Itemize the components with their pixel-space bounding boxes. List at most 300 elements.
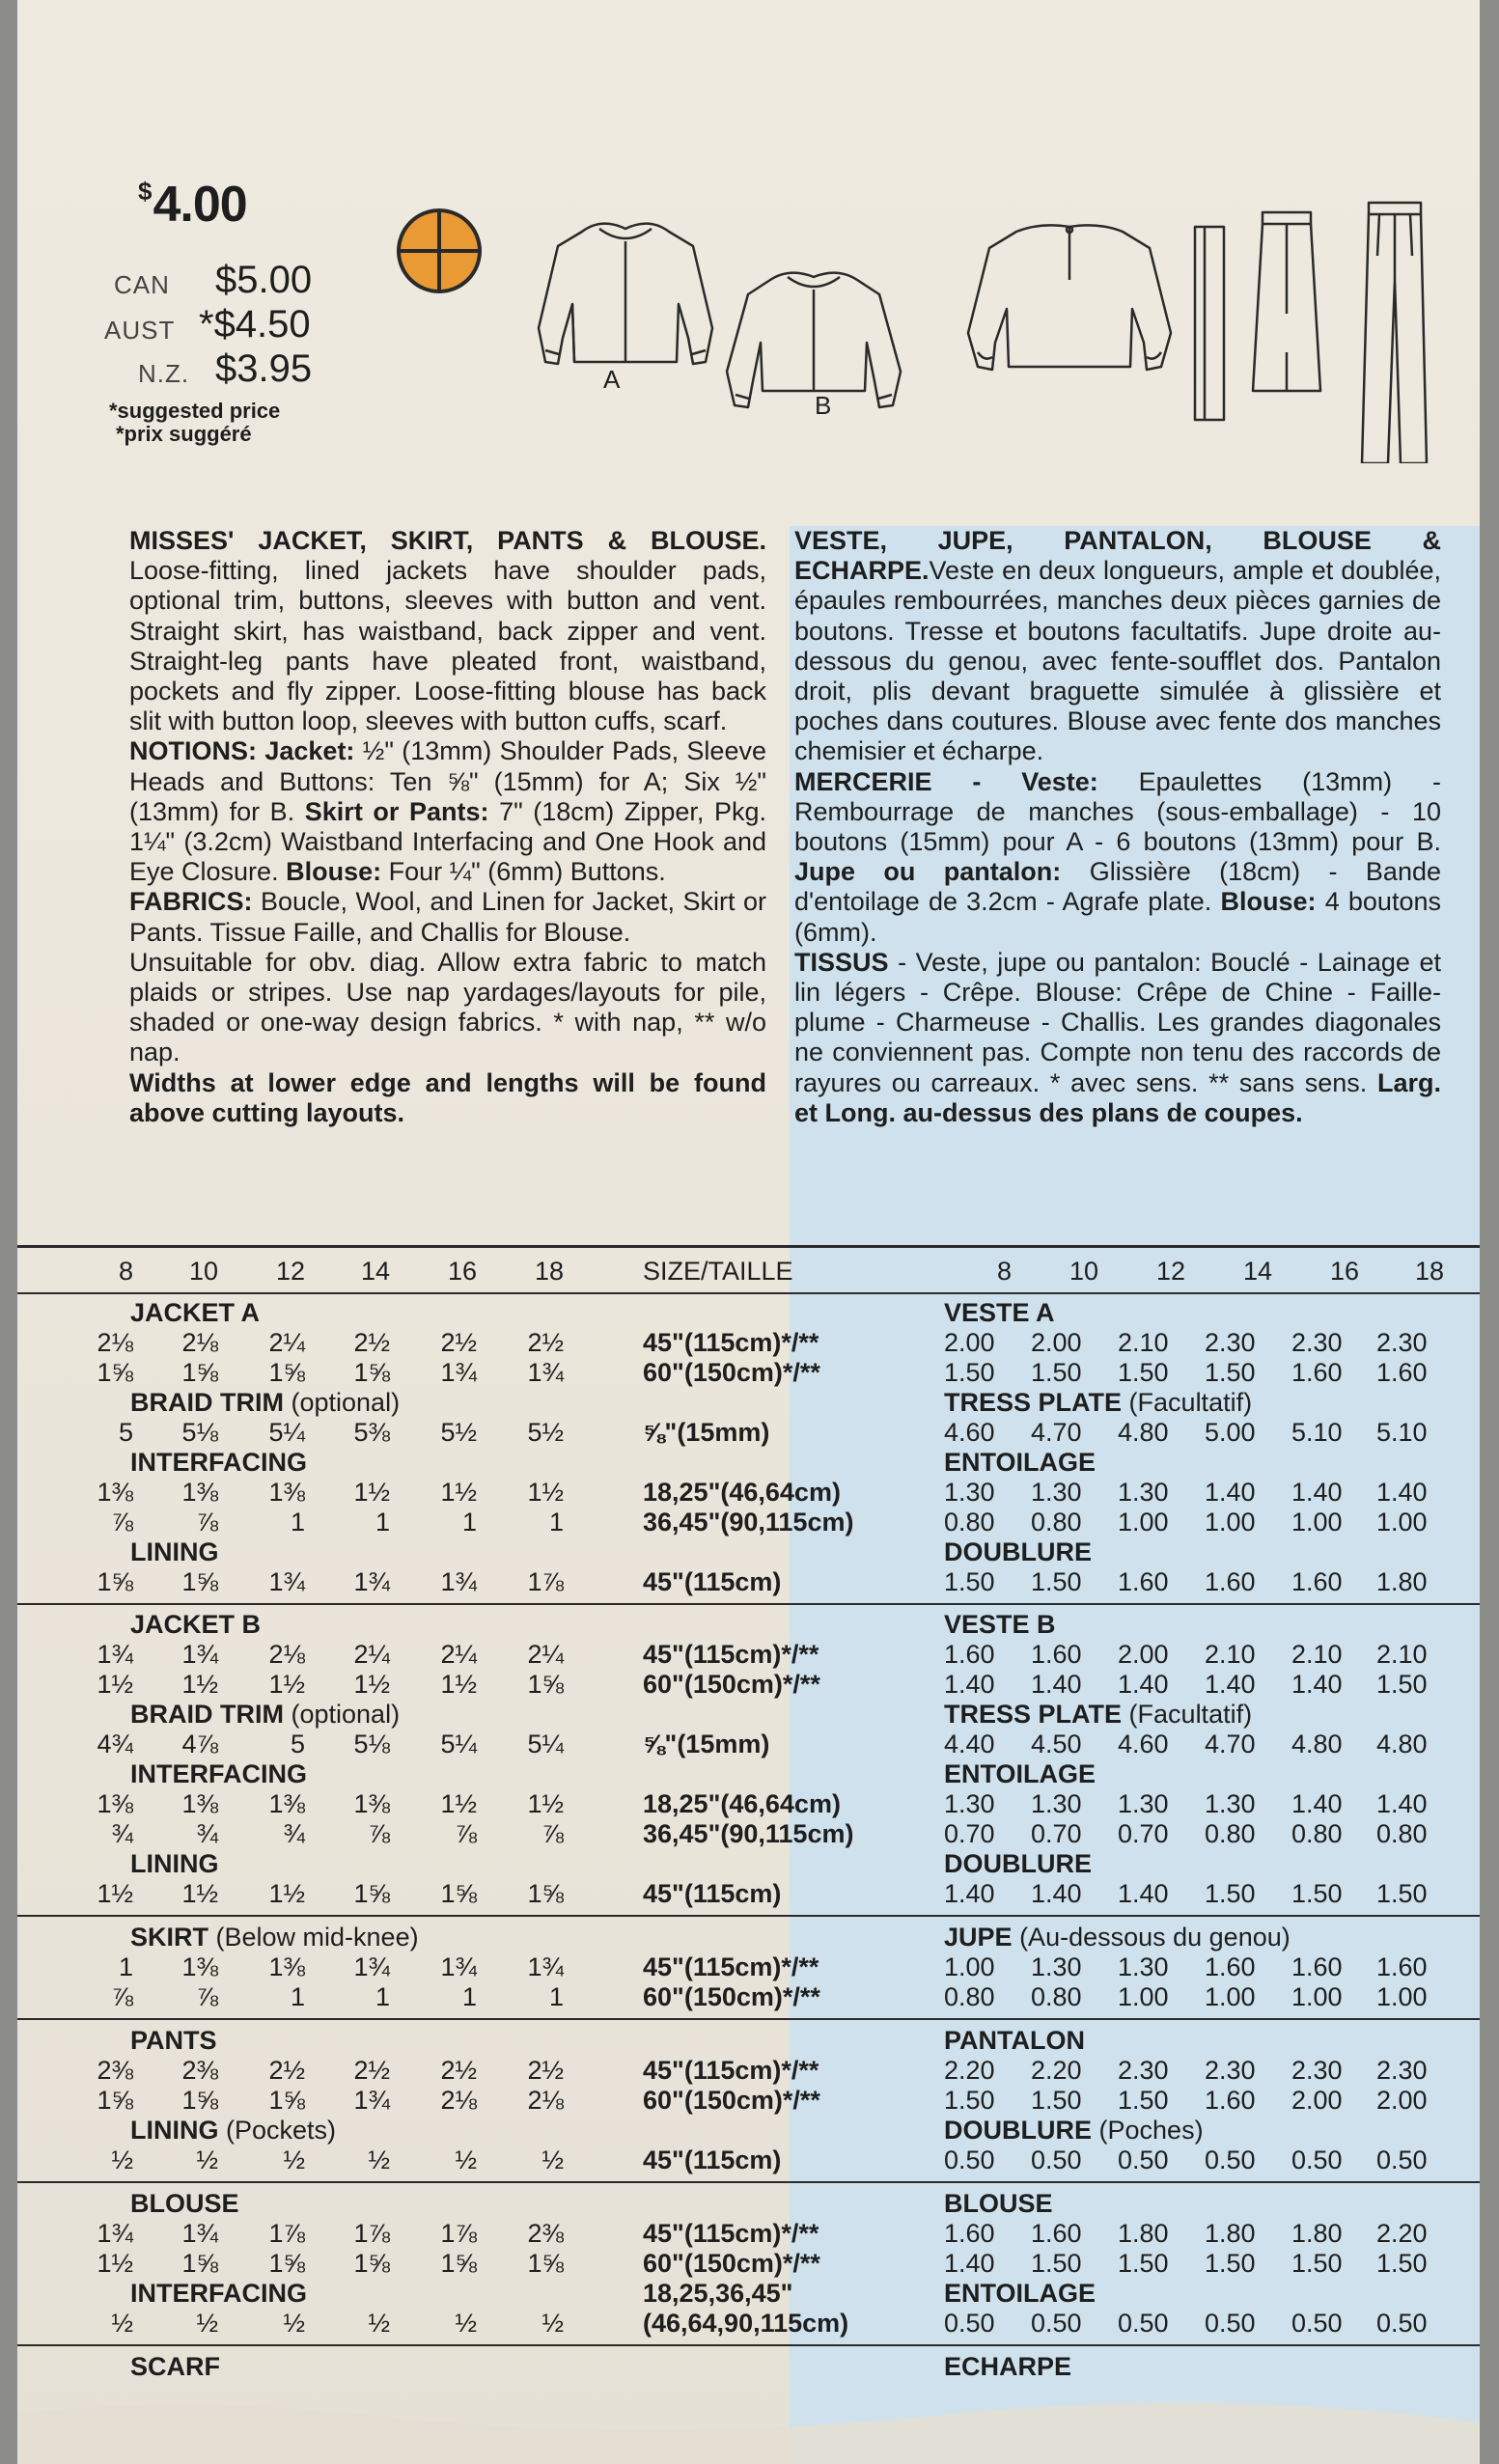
- fabric-width: 36,45"(90,115cm): [643, 1508, 854, 1537]
- blouse-rule: [17, 2181, 1480, 2183]
- section-label-en: [130, 2279, 307, 2309]
- section-label-fr: [944, 1448, 1096, 1478]
- yardage-cell: ¾: [196, 1819, 218, 1848]
- can-price: $5.00: [215, 259, 313, 301]
- section-qualifier-fr: (Facultatif): [1128, 1700, 1253, 1729]
- section-qualifier-fr: (Au-dessous du genou): [1019, 1923, 1291, 1952]
- yardage-cell: 1¾: [268, 1567, 305, 1596]
- skirt-drawing: [1253, 212, 1320, 391]
- meter-cell: 1.40: [1205, 1478, 1256, 1507]
- skirt-rule: [17, 1915, 1480, 1917]
- jacket-a-drawing: [539, 224, 712, 364]
- section-qualifier-en: (optional): [291, 1388, 401, 1417]
- yardage-cell: 1⅝: [268, 2086, 305, 2115]
- yardage-cell: 1½: [268, 1670, 305, 1699]
- pants-drawing: [1362, 203, 1427, 463]
- french-description: [794, 526, 1441, 1128]
- yardage-cell: ½: [455, 2146, 477, 2174]
- fabric-width: ⅝"(15mm): [643, 1730, 770, 1758]
- yardage-cell: 2¼: [268, 1328, 305, 1357]
- yardage-cell: 5⅛: [181, 1418, 218, 1447]
- meter-cell: 2.10: [1205, 1640, 1256, 1669]
- yardage-cell: 1⅝: [440, 1879, 477, 1908]
- yardage-cell: 1⅞: [268, 2219, 305, 2248]
- meter-cell: 2.30: [1376, 2056, 1428, 2085]
- yardage-cell: 5¼: [527, 1730, 564, 1758]
- section-qualifier-en: (optional): [291, 1700, 401, 1729]
- view-b-label: B: [815, 391, 832, 420]
- table-section-row: [17, 2189, 1480, 2219]
- meter-cell: 0.70: [1118, 1819, 1169, 1848]
- yardage-cell: 1¾: [527, 1358, 564, 1387]
- section-label-fr: [944, 2352, 1071, 2382]
- meter-cell: 0.50: [1291, 2309, 1343, 2338]
- section-label-en: [130, 2116, 336, 2146]
- meter-cell: 5.00: [1205, 1418, 1256, 1447]
- meter-cell: 2.00: [1376, 2086, 1428, 2115]
- meter-cell: 1.30: [1031, 1478, 1082, 1507]
- meter-cell: 0.50: [1291, 2146, 1343, 2174]
- size-header-fr-16: 16: [1329, 1257, 1359, 1286]
- section-name-fr: JUPE: [944, 1923, 1013, 1952]
- meter-cell: 0.50: [1118, 2146, 1169, 2174]
- yardage-cell: 1⅝: [268, 1358, 305, 1387]
- meter-cell: 1.60: [944, 1640, 995, 1669]
- yardage-cell: 2½: [353, 1328, 390, 1357]
- fabric-width: 45"(115cm): [643, 1879, 782, 1908]
- yardage-cell: 2⅜: [181, 2056, 218, 2085]
- yardage-cell: 1⅜: [97, 1478, 133, 1507]
- meter-cell: 1.50: [944, 1358, 995, 1387]
- unsuitable-text: Unsuitable for obv. diag. Allow extra fabric to match plaids or stripes. Use nap yardages/layouts for pile, shaded or one-way design fabrics. * with nap, ** w/o nap.: [129, 947, 766, 1067]
- meter-cell: 1.40: [1376, 1789, 1428, 1818]
- mercerie-jupe-label: Jupe ou pantalon:: [794, 857, 1062, 887]
- meter-cell: 1.30: [1118, 1952, 1169, 1981]
- fabric-width: 60"(150cm)*/**: [643, 1358, 820, 1387]
- yardage-cell: 2⅛: [527, 2086, 564, 2115]
- yardage-cell: ½: [455, 2309, 477, 2338]
- notions-label: NOTIONS:: [129, 736, 257, 766]
- yardage-cell: ⅞: [455, 1819, 477, 1848]
- meter-cell: 1.50: [1031, 1567, 1082, 1596]
- yardage-cell: 1: [461, 1508, 477, 1537]
- section-name-fr: VESTE A: [944, 1298, 1055, 1327]
- yardage-cell: 2⅛: [440, 2086, 477, 2115]
- mercerie-blouse: 4 boutons (6mm).: [794, 887, 1441, 947]
- yardage-cell: 1⅞: [527, 1567, 564, 1596]
- yardage-cell: ¾: [111, 1819, 133, 1848]
- yardage-cell: 1: [290, 1982, 305, 2011]
- mercerie-veste-label: - Veste:: [972, 766, 1098, 796]
- yardage-cell: 1⅝: [181, 2086, 218, 2115]
- meter-cell: 1.40: [1291, 1478, 1343, 1507]
- meter-cell: 1.60: [1376, 1358, 1428, 1387]
- table-data-row: [17, 2056, 1480, 2086]
- yardage-cell: ½: [368, 2309, 390, 2338]
- meter-cell: 2.30: [1291, 1328, 1343, 1357]
- meter-cell: 1.00: [1118, 1982, 1169, 2011]
- table-data-row: [17, 1640, 1480, 1670]
- mercerie-label: MERCERIE: [794, 766, 932, 796]
- meter-cell: 2.30: [1118, 2056, 1169, 2085]
- yardage-cell: 4¾: [97, 1730, 133, 1758]
- section-name-en: BRAID TRIM: [130, 1388, 284, 1417]
- scarf-drawing: [1195, 227, 1224, 420]
- meter-cell: 2.00: [1031, 1328, 1082, 1357]
- section-label-fr: [944, 1849, 1092, 1879]
- meter-cell: 1.40: [944, 1879, 995, 1908]
- meter-cell: 2.10: [1376, 1640, 1428, 1669]
- nz-label: N.Z.: [138, 359, 190, 388]
- section-name-fr: ENTOILAGE: [944, 1448, 1096, 1477]
- yardage-cell: 1½: [527, 1789, 564, 1818]
- size-header-en-10: 10: [188, 1257, 218, 1286]
- meter-cell: 4.60: [1118, 1730, 1169, 1758]
- yardage-cell: 1¾: [181, 2219, 218, 2248]
- prix-suggere-note: *prix suggéré: [116, 422, 252, 446]
- section-name-fr: ENTOILAGE: [944, 2279, 1096, 2308]
- fabric-width: 45"(115cm): [643, 2146, 782, 2174]
- meter-cell: 4.70: [1031, 1418, 1082, 1447]
- size-header-en-14: 14: [360, 1257, 390, 1286]
- section-name-en: JACKET B: [130, 1610, 262, 1639]
- yardage-cell: 5: [118, 1418, 133, 1447]
- section-name-en: LINING: [130, 2116, 219, 2145]
- aust-price: *$4.50: [199, 303, 311, 346]
- section-qualifier-fr: (Poches): [1098, 2116, 1204, 2145]
- yardage-cell: ½: [111, 2309, 133, 2338]
- table-data-row: [17, 1508, 1480, 1537]
- yardage-cell: 1: [375, 1982, 390, 2011]
- section-label-fr: [944, 2026, 1085, 2056]
- section-name-en: LINING: [130, 1849, 219, 1878]
- meter-cell: 1.40: [1291, 1789, 1343, 1818]
- table-data-row: [17, 2146, 1480, 2175]
- meter-cell: 1.50: [1205, 2249, 1256, 2278]
- english-title: MISSES' JACKET, SKIRT, PANTS & BLOUSE.: [129, 526, 766, 555]
- yardage-cell: ⅞: [368, 1819, 390, 1848]
- yardage-cell: 1: [290, 1508, 305, 1537]
- meter-cell: 1.60: [1205, 1952, 1256, 1981]
- meter-cell: 1.40: [1031, 1670, 1082, 1699]
- table-data-row: [17, 1789, 1480, 1819]
- meter-cell: 1.80: [1291, 2219, 1343, 2248]
- size-header-en-18: 18: [534, 1257, 564, 1286]
- meter-cell: 0.80: [1031, 1508, 1082, 1537]
- size-header-en-12: 12: [275, 1257, 305, 1286]
- section-name-en: PANTS: [130, 2026, 217, 2055]
- french-title: VESTE, JUPE, PANTALON, BLOUSE & ECHARPE.: [794, 526, 1441, 586]
- meter-cell: 1.60: [1376, 1952, 1428, 1981]
- section-name-en: INTERFACING: [130, 1759, 308, 1788]
- worn-edge: [17, 2384, 1480, 2464]
- meter-cell: 1.50: [1031, 1358, 1082, 1387]
- fabric-width: 45"(115cm): [643, 1567, 782, 1596]
- yardage-cell: ⅞: [196, 1982, 218, 2011]
- meter-cell: 1.50: [1291, 2249, 1343, 2278]
- meter-cell: 1.30: [1205, 1789, 1256, 1818]
- meter-cell: 1.80: [1205, 2219, 1256, 2248]
- yardage-cell: ⅞: [196, 1508, 218, 1537]
- header-rule: [17, 1292, 1480, 1294]
- section-label-fr: [944, 1537, 1092, 1567]
- yardage-cell: ⅞: [111, 1508, 133, 1537]
- meter-cell: 1.40: [1031, 1879, 1082, 1908]
- yardage-cell: ⅞: [541, 1819, 564, 1848]
- larg-label: Larg. et Long.: [794, 1067, 1441, 1127]
- yardage-cell: 1½: [97, 1670, 133, 1699]
- meter-cell: 1.50: [1205, 1879, 1256, 1908]
- meter-cell: 5.10: [1291, 1418, 1343, 1447]
- meter-cell: 1.00: [1205, 1982, 1256, 2011]
- yardage-cell: 2¼: [527, 1640, 564, 1669]
- meter-cell: 4.70: [1205, 1730, 1256, 1758]
- dollar-sign: $: [138, 177, 152, 206]
- meter-cell: 1.40: [944, 1670, 995, 1699]
- yardage-cell: 1: [118, 1952, 133, 1981]
- meter-cell: 1.60: [1291, 1358, 1343, 1387]
- fabric-width: 45"(115cm)*/**: [643, 1328, 819, 1357]
- section-qualifier-en: (Below mid-knee): [215, 1923, 419, 1952]
- meter-cell: 1.00: [1205, 1508, 1256, 1537]
- yardage-cell: 1½: [440, 1789, 477, 1818]
- yardage-cell: ¾: [283, 1819, 305, 1848]
- section-name-fr: DOUBLURE: [944, 1849, 1092, 1878]
- yardage-cell: 1¾: [440, 1358, 477, 1387]
- meter-cell: 1.50: [1118, 2086, 1169, 2115]
- meter-cell: 1.50: [1376, 1670, 1428, 1699]
- section-name-en: SKIRT: [130, 1923, 208, 1952]
- easy-pattern-icon: [396, 208, 483, 294]
- size-header-en-16: 16: [447, 1257, 477, 1286]
- fabric-width: 60"(150cm)*/**: [643, 1670, 820, 1699]
- table-section-row: [17, 2352, 1480, 2382]
- yardage-cell: 5½: [440, 1418, 477, 1447]
- section-qualifier-fr: (Facultatif): [1128, 1388, 1253, 1417]
- meter-cell: 1.30: [1031, 1952, 1082, 1981]
- meter-cell: 1.00: [1376, 1982, 1428, 2011]
- yardage-cell: 1¾: [440, 1567, 477, 1596]
- meter-cell: 2.20: [1031, 2056, 1082, 2085]
- notions-blouse-label: Blouse:: [286, 857, 382, 887]
- yardage-cell: 1½: [353, 1478, 390, 1507]
- yardage-cell: 1⅝: [97, 1567, 133, 1596]
- yardage-cell: ½: [541, 2146, 564, 2174]
- meter-cell: 0.50: [1205, 2146, 1256, 2174]
- yardage-cell: 2⅜: [527, 2219, 564, 2248]
- technical-drawings: [495, 198, 1470, 463]
- fabric-width: (46,64,90,115cm): [643, 2309, 849, 2338]
- yardage-cell: 2½: [268, 2056, 305, 2085]
- meter-cell: 1.60: [944, 2219, 995, 2248]
- meter-cell: 1.30: [944, 1478, 995, 1507]
- section-label-en: [130, 1700, 400, 1730]
- table-section-row: [17, 1759, 1480, 1789]
- yardage-cell: 1⅜: [97, 1789, 133, 1818]
- meter-cell: 1.00: [1376, 1508, 1428, 1537]
- section-label-en: [130, 1759, 307, 1789]
- meter-cell: 1.60: [1205, 2086, 1256, 2115]
- notions-jacket: ½" (13mm) Shoulder Pads, Sleeve Heads and Buttons: Ten ⅝" (15mm) for A; Six ½" (13mm) for B.: [129, 736, 766, 826]
- yardage-cell: 1⅝: [97, 1358, 133, 1387]
- section-name-en: LINING: [130, 1537, 219, 1566]
- table-data-row: [17, 1567, 1480, 1597]
- mercerie-veste: Epaulettes (13mm) - Rembourrage de manches (sous-emballage) - 10 boutons (15mm) pour A - 6 boutons (13mm) pour B.: [794, 766, 1441, 857]
- yardage-cell: 1½: [268, 1879, 305, 1908]
- yardage-cell: 2½: [440, 2056, 477, 2085]
- meter-cell: 2.30: [1205, 2056, 1256, 2085]
- yardage-cell: ½: [196, 2309, 218, 2338]
- meter-cell: 1.50: [1376, 2249, 1428, 2278]
- yardage-cell: 1⅝: [353, 1879, 390, 1908]
- scarf-rule: [17, 2344, 1480, 2346]
- yardage-cell: 1: [461, 1982, 477, 2011]
- widths-note: Widths at lower edge and lengths will be found above cutting layouts.: [129, 1067, 766, 1127]
- meter-cell: 4.60: [944, 1418, 995, 1447]
- pants-rule: [17, 2018, 1480, 2020]
- yardage-cell: 5¼: [268, 1418, 305, 1447]
- yardage-cell: 1⅜: [181, 1952, 218, 1981]
- section-label-fr: [944, 2116, 1204, 2146]
- section-name-en: JACKET A: [130, 1298, 261, 1327]
- yardage-cell: ⅞: [111, 1982, 133, 2011]
- meter-cell: 0.50: [1205, 2309, 1256, 2338]
- section-label-en: [130, 1448, 307, 1478]
- section-name-fr: ENTOILAGE: [944, 1759, 1096, 1788]
- table-section-row: [17, 2279, 1480, 2309]
- table-data-row: [17, 2249, 1480, 2279]
- english-body: Loose-fitting, lined jackets have shoulder pads, optional trim, buttons, sleeves with button and vent. Straight skirt, has waistband, back zipper and vent. Straight-leg pants have pleated front, waistband, pockets and fly zipper. Loose-fitting blouse has back slit with button loop, sleeves with button cuffs, scarf.: [129, 556, 766, 736]
- yardage-cell: 2⅛: [268, 1640, 305, 1669]
- section-name-en: INTERFACING: [130, 2279, 308, 2308]
- yardage-cell: 1⅝: [353, 2249, 390, 2278]
- meter-cell: 1.40: [1376, 1478, 1428, 1507]
- mercerie-blouse-label: Blouse:: [1220, 887, 1317, 917]
- yardage-cell: 5½: [527, 1418, 564, 1447]
- yardage-cell: 4⅞: [181, 1730, 218, 1758]
- meter-cell: 1.30: [1118, 1789, 1169, 1818]
- yardage-cell: 2½: [527, 2056, 564, 2085]
- fabrics-text: Boucle, Wool, and Linen for Jacket, Skirt or Pants. Tissue Faille, and Challis for Blouse.: [129, 887, 766, 947]
- table-data-row: [17, 1418, 1480, 1448]
- meter-cell: 2.20: [1376, 2219, 1428, 2248]
- meter-cell: 1.40: [1291, 1670, 1343, 1699]
- section-name-en: BRAID TRIM: [130, 1700, 284, 1729]
- meter-cell: 1.60: [1205, 1567, 1256, 1596]
- meter-cell: 0.80: [944, 1982, 995, 2011]
- yardage-cell: 1⅝: [181, 2249, 218, 2278]
- yardage-cell: 1½: [440, 1478, 477, 1507]
- meter-cell: 2.30: [1205, 1328, 1256, 1357]
- section-name-fr: TRESS PLATE: [944, 1700, 1123, 1729]
- yardage-cell: 5⅛: [353, 1730, 390, 1758]
- section-name-fr: DOUBLURE: [944, 1537, 1092, 1566]
- tissus-label: TISSUS: [794, 947, 889, 977]
- yardage-cell: 1¾: [440, 1952, 477, 1981]
- yardage-cell: 2⅛: [97, 1328, 133, 1357]
- table-section-row: [17, 2026, 1480, 2056]
- section-name-fr: PANTALON: [944, 2026, 1085, 2055]
- meter-cell: 0.50: [1031, 2309, 1082, 2338]
- yardage-cell: 2½: [440, 1328, 477, 1357]
- size-header-row: [17, 1257, 1480, 1287]
- meter-cell: 1.80: [1118, 2219, 1169, 2248]
- yardage-cell: 2½: [353, 2056, 390, 2085]
- meter-cell: 0.70: [944, 1819, 995, 1848]
- yardage-cell: 1¾: [97, 1640, 133, 1669]
- meter-cell: 0.50: [944, 2146, 995, 2174]
- table-section-row: [17, 1537, 1480, 1567]
- meter-cell: 1.30: [1031, 1789, 1082, 1818]
- yardage-cell: 1⅜: [268, 1952, 305, 1981]
- meter-cell: 1.50: [1205, 1358, 1256, 1387]
- meter-cell: 2.00: [944, 1328, 995, 1357]
- yardage-cell: 1⅞: [353, 2219, 390, 2248]
- size-header-en-8: 8: [118, 1257, 133, 1286]
- table-section-row: [17, 1298, 1480, 1328]
- table-data-row: [17, 2086, 1480, 2116]
- fabric-width: ⅝"(15mm): [643, 1418, 770, 1447]
- table-data-row: [17, 1879, 1480, 1909]
- section-name-fr: TRESS PLATE: [944, 1388, 1123, 1417]
- meter-cell: 0.80: [1376, 1819, 1428, 1848]
- yardage-cell: ½: [111, 2146, 133, 2174]
- size-header-fr-12: 12: [1155, 1257, 1185, 1286]
- meter-cell: 2.10: [1291, 1640, 1343, 1669]
- pattern-envelope-back: [17, 0, 1480, 2464]
- meter-cell: 1.40: [1118, 1670, 1169, 1699]
- yardage-cell: 1⅜: [268, 1478, 305, 1507]
- table-data-row: [17, 1730, 1480, 1759]
- section-name-fr: DOUBLURE: [944, 2116, 1092, 2145]
- meter-cell: 4.40: [944, 1730, 995, 1758]
- meter-cell: 4.80: [1118, 1418, 1169, 1447]
- meter-cell: 0.80: [1031, 1982, 1082, 2011]
- section-label-en: [130, 2352, 220, 2382]
- table-section-row: [17, 1388, 1480, 1418]
- table-section-row: [17, 1700, 1480, 1730]
- size-header-fr-18: 18: [1414, 1257, 1444, 1286]
- meter-cell: 4.80: [1291, 1730, 1343, 1758]
- yardage-cell: 1⅜: [268, 1789, 305, 1818]
- fabric-width: 18,25"(46,64cm): [643, 1478, 841, 1507]
- yardage-cell: 1½: [527, 1478, 564, 1507]
- table-data-row: [17, 1982, 1480, 2012]
- section-name-fr: ECHARPE: [944, 2352, 1072, 2381]
- yardage-cell: 1⅝: [440, 2249, 477, 2278]
- yardage-cell: 1⅝: [527, 1670, 564, 1699]
- meter-cell: 1.60: [1031, 1640, 1082, 1669]
- meter-cell: 1.30: [1118, 1478, 1169, 1507]
- yardage-cell: 2⅛: [181, 1328, 218, 1357]
- french-body: Veste en deux longueurs, ample et doublée, épaules rembourrées, manches deux pièces garnies de boutons. Tresse et boutons facultatifs. Jupe droite au-dessous du genou, avec fente-soufflet dos. Pantalon droit, plis devant braguette simulée à glissière et poches dans coutures. Blouse avec fente dos manches chemisier et écharpe.: [794, 556, 1441, 766]
- section-label-en: [130, 1537, 219, 1567]
- blouse-drawing: [968, 225, 1171, 370]
- yardage-cell: 1⅝: [527, 2249, 564, 2278]
- yardage-cell: 5: [290, 1730, 305, 1758]
- section-name-fr: BLOUSE: [944, 2189, 1053, 2218]
- yardage-cell: ½: [283, 2309, 305, 2338]
- table-data-row: [17, 1328, 1480, 1358]
- section-label-en: [130, 1298, 260, 1328]
- section-label-fr: [944, 1610, 1056, 1640]
- english-description: [129, 526, 766, 1128]
- yardage-cell: 1: [548, 1982, 564, 2011]
- yardage-cell: 1⅜: [181, 1789, 218, 1818]
- meter-cell: 1.00: [1118, 1508, 1169, 1537]
- section-label-fr: [944, 1388, 1252, 1418]
- table-data-row: [17, 1819, 1480, 1849]
